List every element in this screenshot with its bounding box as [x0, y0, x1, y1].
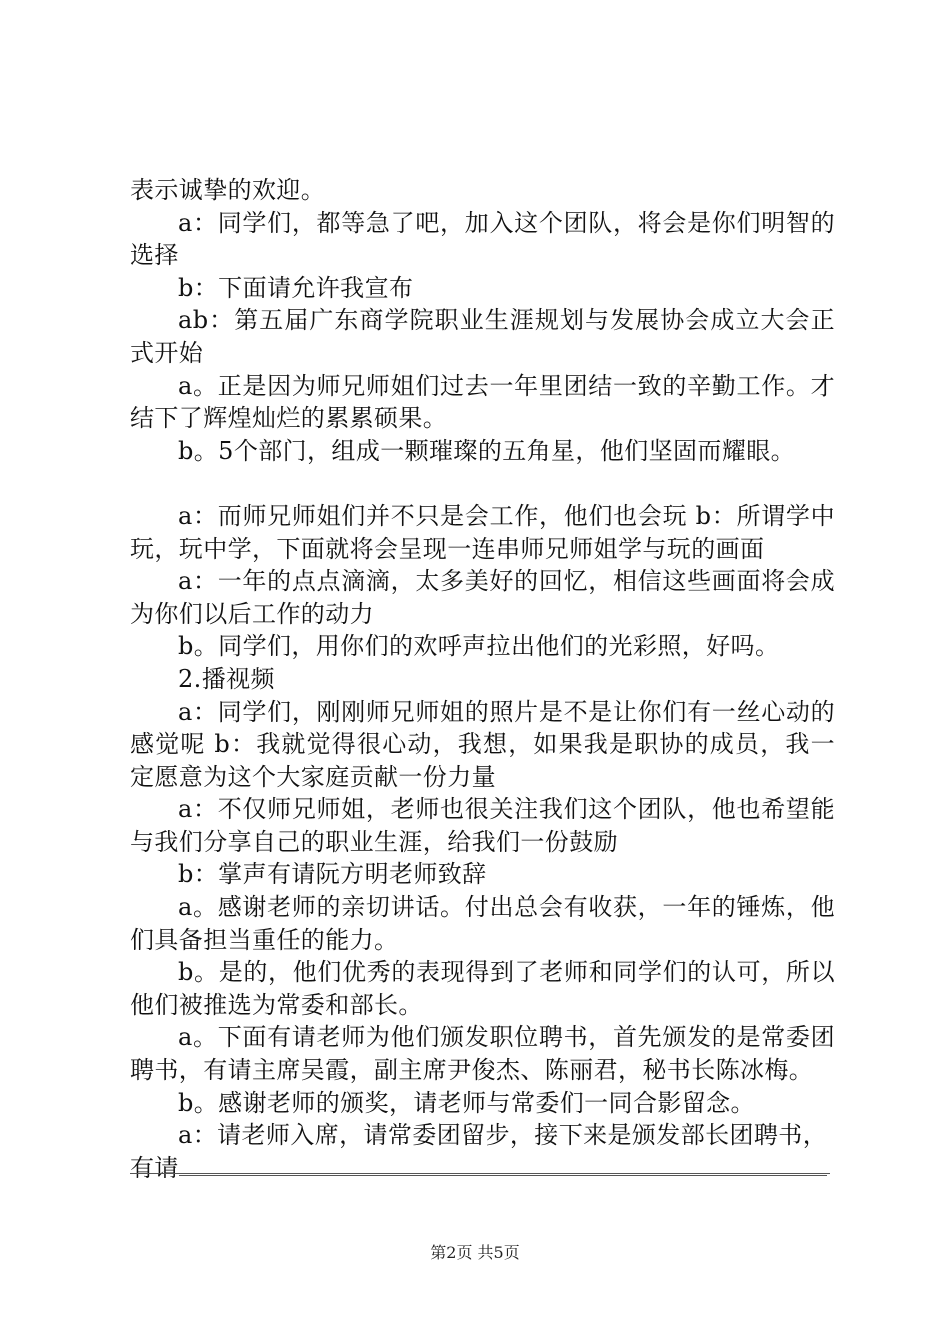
paragraph: ab：第五届广东商学院职业生涯规划与发展协会成立大会正式开始: [130, 306, 835, 367]
paragraph: 2.播视频: [178, 664, 275, 693]
paragraph: a：而师兄师姐们并不只是会工作，他们也会玩 b：所谓学中玩，玩中学，下面就将会呈现一连串师兄师姐学与玩的画面: [130, 501, 835, 563]
paragraph: a：一年的点点滴滴，太多美好的回忆，相信这些画面将会成为你们以后工作的动力: [130, 567, 835, 628]
paragraph: b。同学们，用你们的欢呼声拉出他们的光彩照，好吗。: [178, 632, 780, 661]
page-footer: [0, 1240, 950, 1263]
fill-in-rule: [130, 1173, 830, 1174]
paragraph: a。感谢老师的亲切讲话。付出总会有收获，一年的锤炼，他们具备担当重任的能力。: [130, 893, 835, 954]
paragraph: b：掌声有请阮方明老师致辞: [178, 860, 487, 889]
fill-line-label: 有请: [130, 1153, 179, 1182]
paragraph: a。下面有请老师为他们颁发职位聘书，首先颁发的是常委团聘书，有请主席吴霞，副主席尹俊杰、陈丽君，秘书长陈冰梅。: [130, 1023, 835, 1085]
paragraph: b。5个部门，组成一颗璀璨的五角星，他们坚固而耀眼。: [178, 436, 796, 465]
document-body: [130, 174, 835, 1184]
paragraph: a。正是因为师兄师姐们过去一年里团结一致的辛勤工作。才结下了辉煌灿烂的累累硕果。: [130, 371, 835, 433]
paragraph-with-fill-line: [130, 1152, 835, 1185]
page-number: 第2页 共5页: [430, 1243, 520, 1262]
paragraph: a：请老师入席，请常委团留步，接下来是颁发部长团聘书，: [178, 1121, 828, 1150]
paragraph: b。是的，他们优秀的表现得到了老师和同学们的认可，所以他们被推选为常委和部长。: [130, 958, 835, 1019]
paragraph: a：同学们，刚刚师兄师姐的照片是不是让你们有一丝心动的感觉呢 b：我就觉得很心动，我想，如果我是职协的成员，我一定愿意为这个大家庭贡献一份力量: [130, 697, 835, 791]
paragraph: a：不仅师兄师姐，老师也很关注我们这个团队，他也希望能与我们分享自己的职业生涯，给我们一份鼓励: [130, 795, 835, 856]
paragraph: b。感谢老师的颁奖，请老师与常委们一同合影留念。: [178, 1088, 755, 1117]
fill-in-underline: [179, 1174, 827, 1176]
paragraph: 表示诚挚的欢迎。: [130, 176, 326, 204]
paragraph: a：同学们，都等急了吧，加入这个团队，将会是你们明智的选择: [130, 208, 835, 270]
paragraph: b：下面请允许我宣布: [178, 273, 414, 302]
blank-line: [130, 467, 835, 500]
